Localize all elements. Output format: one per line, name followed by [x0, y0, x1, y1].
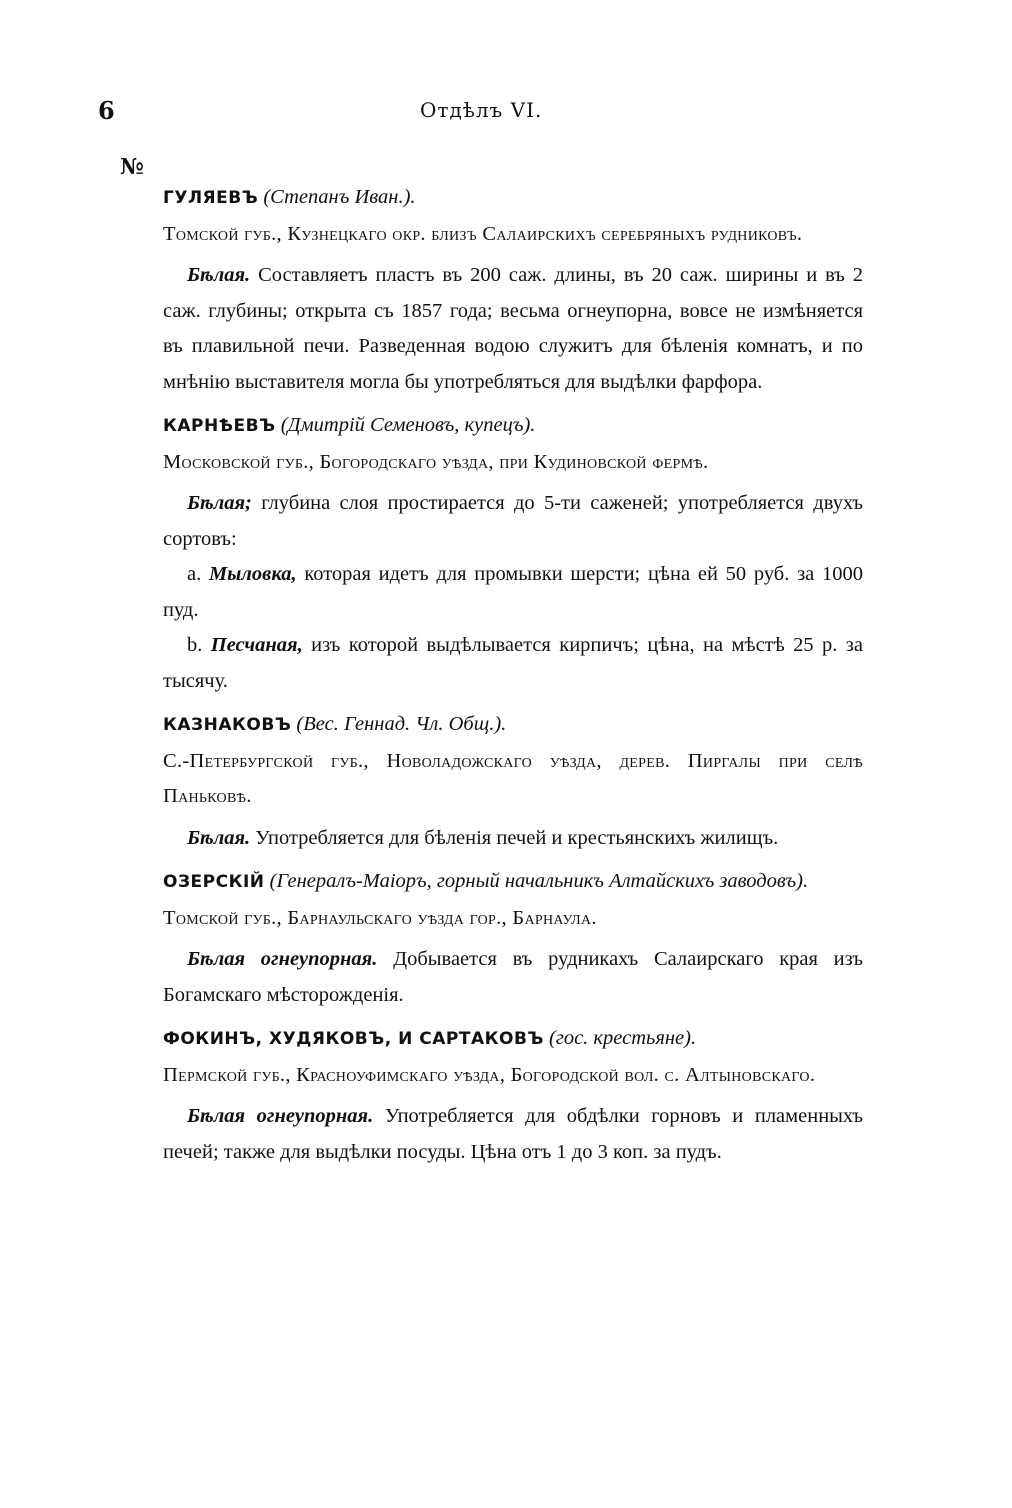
product-description [163, 258, 863, 400]
sub-item [163, 628, 863, 699]
page-body [163, 180, 863, 1170]
exhibitor-person: (Степанъ Иван.). [263, 186, 416, 208]
exhibitor-location: С.-Петербургской губ., Новоладожскаго уѣзда, дерев. Пиргалы при селѣ Паньковѣ. [163, 749, 863, 807]
product-term: Бѣлая огнеупорная. [187, 1105, 374, 1127]
sub-item-text: изъ которой выдѣлывается кирпичъ; цѣна, на мѣстѣ 25 р. за тысячу. [163, 634, 864, 692]
number-sign: № [120, 154, 144, 180]
product-term: Бѣлая. [187, 826, 251, 849]
sub-item [163, 557, 863, 628]
sub-item-text: которая идетъ для промывки шерсти; цѣна ей 50 руб. за 1000 пуд. [163, 563, 863, 621]
exhibitor-surname: ФОКИНЪ, ХУДЯКОВЪ, И САРТАКОВЪ [163, 1029, 544, 1049]
exhibitor-line [163, 408, 863, 445]
exhibitor-surname: КАРНѢЕВЪ [163, 416, 276, 436]
exhibitor-line [163, 180, 863, 217]
product-description [163, 1099, 863, 1170]
exhibitor-location: Томской губ., Кузнецкаго окр. близъ Салаирскихъ серебряныхъ рудниковъ. [163, 222, 803, 245]
product-description [163, 486, 863, 557]
entry-kaznakov [163, 707, 863, 856]
product-text: глубина слоя простирается до 5-ти саженей; употребляется двухъ сортовъ: [163, 492, 864, 550]
exhibitor-person: (Генералъ-Маіоръ, горный начальникъ Алтайскихъ заводовъ). [269, 870, 809, 892]
exhibitor-line [163, 864, 863, 901]
page-number: 6 [98, 96, 115, 125]
sub-item-term: Мыловка, [208, 563, 297, 585]
product-text: Составляетъ пластъ въ 200 саж. длины, въ 20 саж. ширины и въ 2 саж. глубины; открыта съ 1857 года; весьма огнеупорна, вовсе не измѣняется въ плавильной печи. Разведенная водою служитъ для бѣленія комнатъ, и по мнѣнію выставителя могла бы употребляться для выдѣлки фарфора. [163, 264, 864, 393]
exhibitor-person: (Вес. Геннад. Чл. Общ.). [296, 713, 507, 735]
exhibitor-person: (Дмитрій Семеновъ, купецъ). [280, 414, 536, 436]
entry-fokin-khudyakov-sartakov [163, 1021, 863, 1170]
entry-ozerskiy [163, 864, 863, 1013]
product-description [163, 821, 863, 857]
product-text: Употребляется для бѣленія печей и крестьянскихъ жилищъ. [255, 826, 779, 849]
entry-gulyaev [163, 180, 863, 400]
exhibitor-line [163, 707, 863, 744]
exhibitor-location: Московской губ., Богородскаго уѣзда, при Кудиновской фермѣ. [163, 450, 709, 473]
exhibitor-location: Пермской губ., Красноуфимскаго уѣзда, Богородской вол. с. Алтыновскаго. [163, 1063, 816, 1086]
exhibitor-line [163, 1021, 863, 1058]
product-term: Бѣлая огнеупорная. [187, 948, 378, 970]
exhibitor-surname: ОЗЕРСКІЙ [163, 872, 265, 892]
product-text: Употребляется для обдѣлки горновъ и пламенныхъ печей; также для выдѣлки посуды. Цѣна отъ 1 до 3 коп. за пудъ. [163, 1105, 864, 1163]
exhibitor-person: (гос. крестьяне). [549, 1027, 697, 1049]
exhibitor-surname: КАЗНАКОВЪ [163, 715, 292, 735]
product-term: Бѣлая. [187, 264, 251, 286]
product-description [163, 942, 863, 1013]
running-head: Отдѣлъ VI. [420, 98, 543, 122]
exhibitor-surname: ГУЛЯЕВЪ [163, 188, 259, 208]
sub-item-marker: b. [187, 634, 203, 656]
sub-item-marker: a. [187, 563, 202, 585]
page-header [0, 96, 1012, 136]
sub-item-term: Песчаная, [210, 634, 303, 656]
entry-karneev [163, 408, 863, 699]
product-text: Добывается въ рудникахъ Салаирскаго края изъ Богамскаго мѣсторожденія. [163, 948, 864, 1006]
exhibitor-location: Томской губ., Барнаульскаго уѣзда гор., Барнаула. [163, 906, 597, 929]
product-term: Бѣлая; [187, 492, 252, 514]
